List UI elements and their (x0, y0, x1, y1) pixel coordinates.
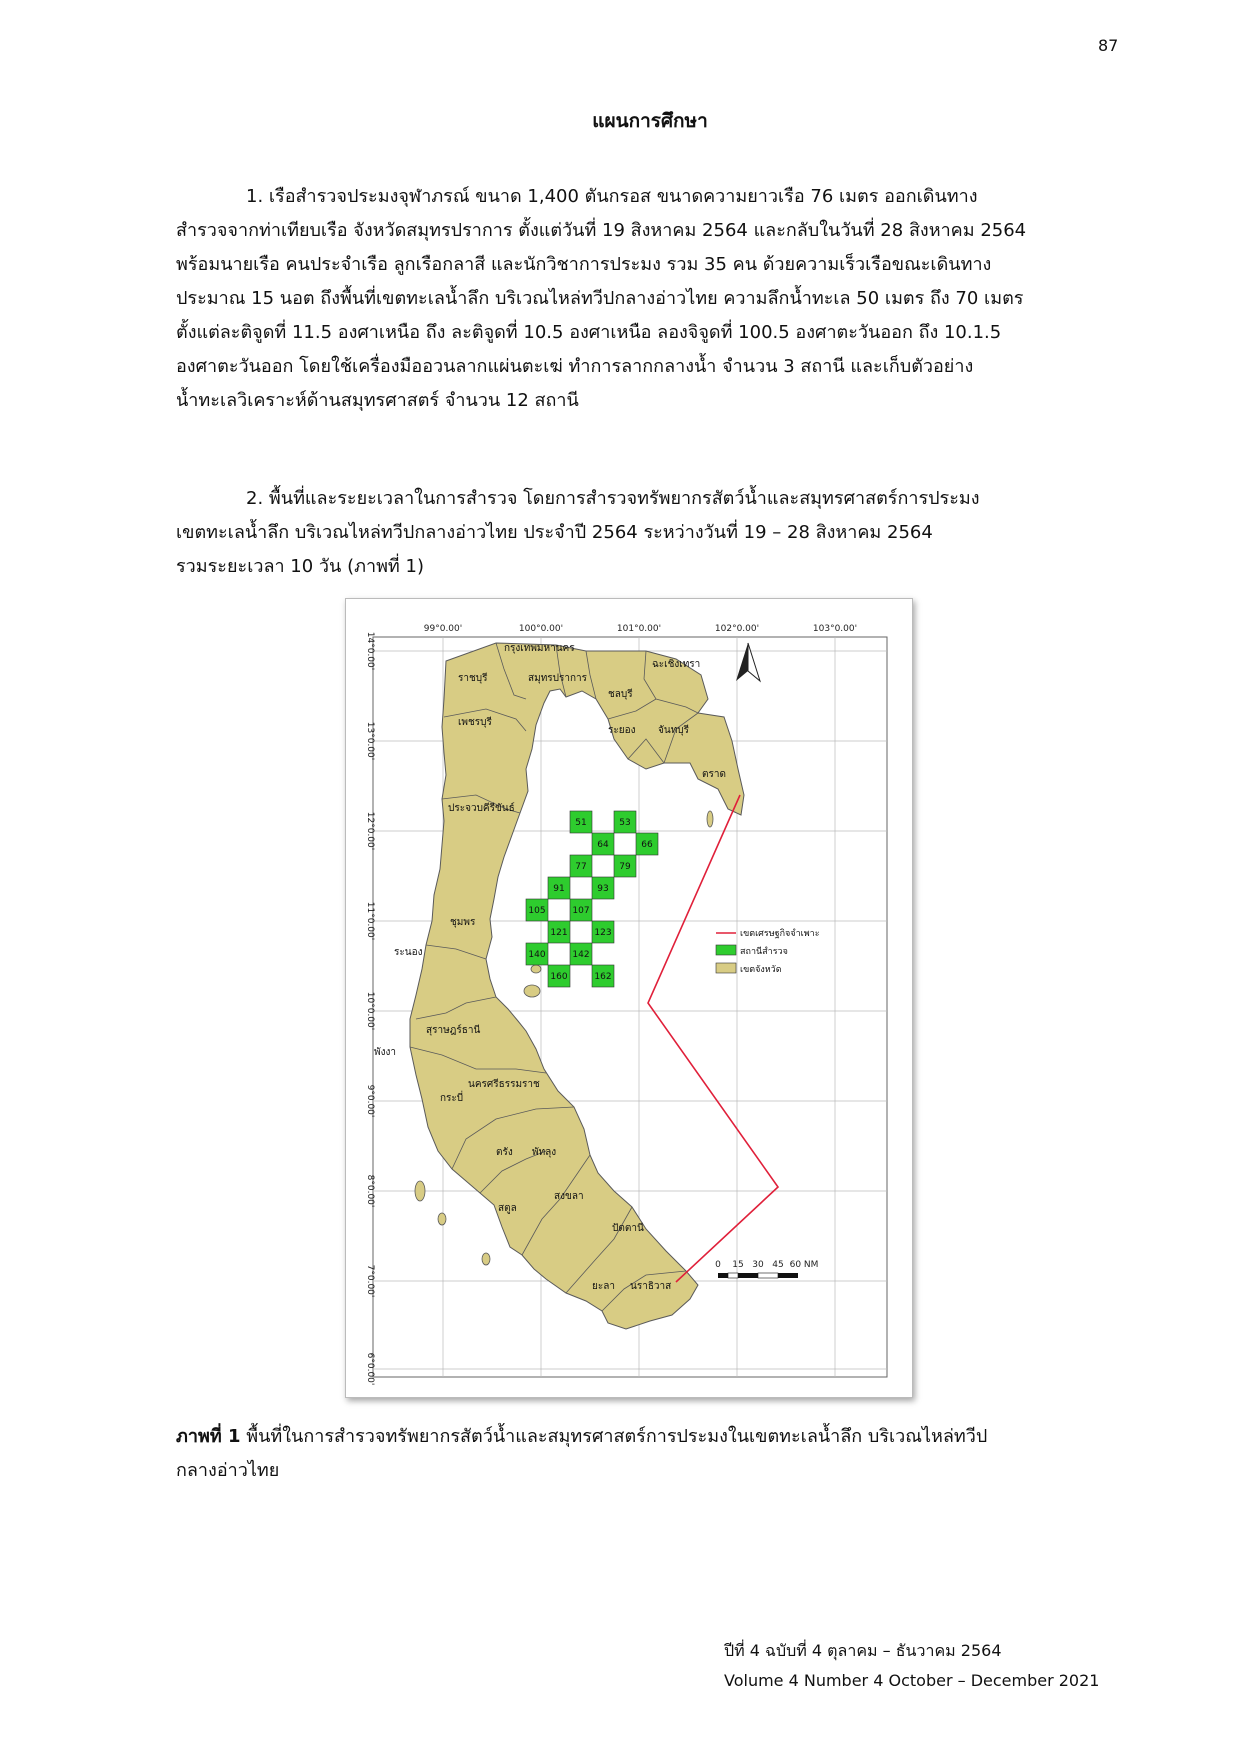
station-label: 64 (597, 840, 609, 850)
paragraph-line: องศาตะวันออก โดยใช้เครื่องมืออวนลากแผ่นตะเฆ่ ทำการลากกลางน้ำ จำนวน 3 สถานี และเก็บตัวอย่าง (176, 356, 974, 377)
paragraph-line: รวมระยะเวลา 10 วัน (ภาพที่ 1) (176, 556, 424, 577)
province-label: ตราด (702, 769, 726, 780)
province-label: ฉะเชิงเทรา (652, 659, 701, 670)
legend-label: เขตจังหวัด (740, 965, 782, 975)
station-label: 66 (641, 840, 653, 850)
survey-map-figure (345, 598, 913, 1398)
lat-tick-label: 9°0.00' (365, 1084, 375, 1118)
station-label: 77 (575, 862, 587, 872)
province-label: ระยอง (608, 725, 636, 736)
survey-map (346, 599, 912, 1397)
legend-label: สถานีสำรวจ (740, 947, 788, 957)
paragraph-line: 2. พื้นที่และระยะเวลาในการสำรวจ โดยการสำรวจทรัพยากรสัตว์น้ำและสมุทรศาสตร์การประมง (246, 488, 980, 509)
paragraph-line: เขตทะเลน้ำลึก บริเวณไหล่ทวีปกลางอ่าวไทย ประจำปี 2564 ระหว่างวันที่ 19 – 28 สิงหาคม 2564 (176, 522, 933, 543)
lon-tick-label: 100°0.00' (518, 624, 564, 634)
footer-thai: ปีที่ 4 ฉบับที่ 4 ตุลาคม – ธันวาคม 2564 (724, 1641, 1002, 1660)
paragraph-line: ตั้งแต่ละติจูดที่ 11.5 องศาเหนือ ถึง ละติจูดที่ 10.5 องศาเหนือ ลองจิจูดที่ 100.5 องศาตะวันออก ถึง 10.1.5 (176, 322, 1002, 343)
province-label: ระนอง (394, 947, 423, 958)
station-label: 91 (553, 884, 565, 894)
province-label: ปัตตานี (612, 1223, 644, 1234)
province-label: กระบี่ (440, 1093, 464, 1104)
lon-tick-label: 102°0.00' (714, 624, 760, 634)
province-label: ชลบุรี (608, 689, 633, 700)
lat-tick-label: 14°0.00' (365, 631, 375, 671)
scale-label: 30 (752, 1260, 764, 1270)
caption-text-2: กลางอ่าวไทย (176, 1460, 280, 1481)
province-label: พังงา (374, 1047, 396, 1058)
lat-tick-label: 7°0.00' (365, 1264, 375, 1298)
lon-tick-label: 101°0.00' (616, 624, 662, 634)
section-heading: แผนการศึกษา (592, 110, 708, 132)
station-label: 142 (572, 950, 590, 960)
caption-label: ภาพที่ 1 (176, 1426, 241, 1447)
province-label: พัทลุง (532, 1147, 557, 1158)
station-label: 140 (528, 950, 546, 960)
lat-tick-label: 13°0.00' (365, 721, 375, 761)
footer-english: Volume 4 Number 4 October – December 2021 (724, 1671, 1100, 1690)
legend-label: เขตเศรษฐกิจจำเพาะ (740, 929, 820, 939)
province-label: กรุงเทพมหานคร (504, 643, 575, 654)
lat-tick-label: 8°0.00' (365, 1174, 375, 1208)
lon-tick-label: 99°0.00' (423, 624, 463, 634)
province-label: นครศรีธรรมราช (468, 1079, 540, 1090)
scale-label: 45 (772, 1260, 784, 1270)
caption-text: พื้นที่ในการสำรวจทรัพยากรสัตว์น้ำและสมุทรศาสตร์การประมงในเขตทะเลน้ำลึก บริเวณไหล่ทวีป (240, 1426, 988, 1447)
paragraph-line: ประมาณ 15 นอต ถึงพื้นที่เขตทะเลน้ำลึก บริเวณไหล่ทวีปกลางอ่าวไทย ความลึกน้ำทะเล 50 เมตร ถึง 70 เมตร (176, 288, 1024, 309)
province-label: ตรัง (496, 1147, 513, 1158)
province-label: ประจวบคีรีขันธ์ (448, 803, 515, 814)
station-label: 121 (550, 928, 568, 938)
lat-tick-label: 12°0.00' (365, 811, 375, 851)
legend-province-swatch (716, 963, 736, 973)
paragraph-line: พร้อมนายเรือ คนประจำเรือ ลูกเรือกลาสี และนักวิชาการประมง รวม 35 คน ด้วยความเร็วเรือขณะเดินทาง (176, 254, 992, 275)
paragraph-1 (176, 180, 1114, 418)
province-label: นราธิวาส (630, 1281, 672, 1292)
province-label: สงขลา (554, 1191, 584, 1202)
scale-label: 60 NM (789, 1260, 819, 1270)
province-label: จันทบุรี (658, 725, 690, 736)
station-label: 123 (594, 928, 612, 938)
station-label: 51 (575, 818, 587, 828)
lat-tick-label: 10°0.00' (365, 991, 375, 1031)
station-label: 160 (550, 972, 568, 982)
station-label: 53 (619, 818, 631, 828)
scale-label: 0 (715, 1260, 721, 1270)
province-label: ราชบุรี (458, 673, 488, 684)
scale-label: 15 (732, 1260, 744, 1270)
station-label: 107 (572, 906, 590, 916)
province-label: สุราษฎร์ธานี (426, 1025, 481, 1036)
paragraph-2 (176, 482, 1114, 584)
paragraph-line: สำรวจจากท่าเทียบเรือ จังหวัดสมุทรปราการ ตั้งแต่วันที่ 19 สิงหาคม 2564 และกลับในวันที่ 28 สิงหาคม 2564 (176, 220, 1027, 241)
lon-tick-label: 103°0.00' (812, 624, 858, 634)
province-label: เพชรบุรี (458, 717, 492, 728)
lat-tick-label: 6°0.00' (365, 1352, 375, 1386)
station-label: 79 (619, 862, 631, 872)
page-number: 87 (1098, 36, 1119, 55)
journal-footer (724, 1636, 1099, 1696)
figure-caption (176, 1420, 1114, 1488)
station-label: 93 (597, 884, 609, 894)
province-label: ยะลา (592, 1281, 615, 1292)
province-label: สตูล (498, 1203, 517, 1214)
lat-tick-label: 11°0.00' (365, 901, 375, 941)
legend-station-swatch (716, 945, 736, 955)
paragraph-line: น้ำทะเลวิเคราะห์ด้านสมุทรศาสตร์ จำนวน 12 สถานี (176, 390, 579, 411)
station-label: 162 (594, 972, 612, 982)
paragraph-line: 1. เรือสำรวจประมงจุฬาภรณ์ ขนาด 1,400 ตันกรอส ขนาดความยาวเรือ 76 เมตร ออกเดินทาง (246, 186, 978, 207)
station-label: 105 (528, 906, 546, 916)
province-label: ชุมพร (450, 917, 476, 928)
province-label: สมุทรปราการ (528, 673, 588, 684)
